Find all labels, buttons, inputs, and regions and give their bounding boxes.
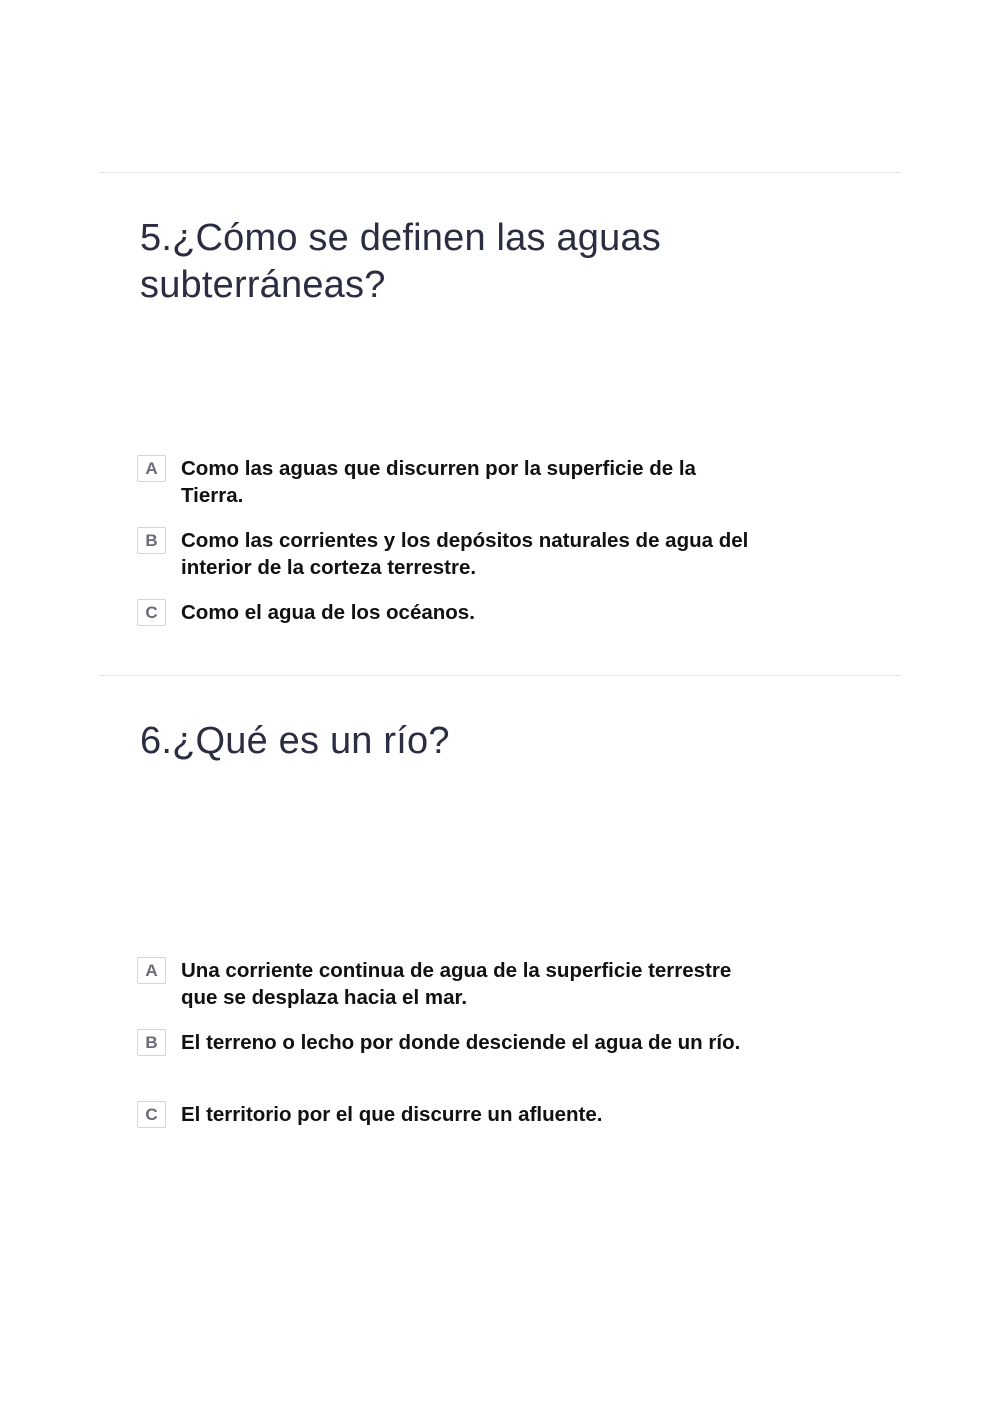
question-title: 6.¿Qué es un río? xyxy=(140,720,450,762)
option-text: Una corriente continua de agua de la superficie terrestre que se desplaza hacia el mar. xyxy=(181,959,732,1009)
option-text: Como el agua de los océanos. xyxy=(181,601,475,624)
option-letter-b: B xyxy=(137,1029,166,1056)
option-a[interactable] xyxy=(137,455,757,509)
option-b[interactable] xyxy=(137,527,757,581)
question-6 xyxy=(140,718,900,765)
question-title: 5.¿Cómo se definen las aguas subterráneas? xyxy=(140,217,662,306)
divider xyxy=(100,172,900,173)
option-letter-c: C xyxy=(137,1101,166,1128)
question-5-options xyxy=(137,455,757,626)
option-text: Como las aguas que discurren por la superficie de la Tierra. xyxy=(181,457,696,507)
option-a[interactable] xyxy=(137,957,757,1011)
question-6-options xyxy=(137,957,757,1128)
option-text: Como las corrientes y los depósitos naturales de agua del interior de la corteza terrestre. xyxy=(181,529,749,579)
option-c[interactable] xyxy=(137,599,757,626)
question-5 xyxy=(140,215,900,309)
option-letter-c: C xyxy=(137,599,166,626)
option-letter-a: A xyxy=(137,455,166,482)
option-text: El territorio por el que discurre un afluente. xyxy=(181,1103,603,1126)
option-letter-a: A xyxy=(137,957,166,984)
divider xyxy=(100,675,900,676)
option-c[interactable] xyxy=(137,1101,757,1128)
option-text: El terreno o lecho por donde desciende el agua de un río. xyxy=(181,1031,741,1054)
option-b[interactable] xyxy=(137,1029,757,1083)
option-letter-b: B xyxy=(137,527,166,554)
